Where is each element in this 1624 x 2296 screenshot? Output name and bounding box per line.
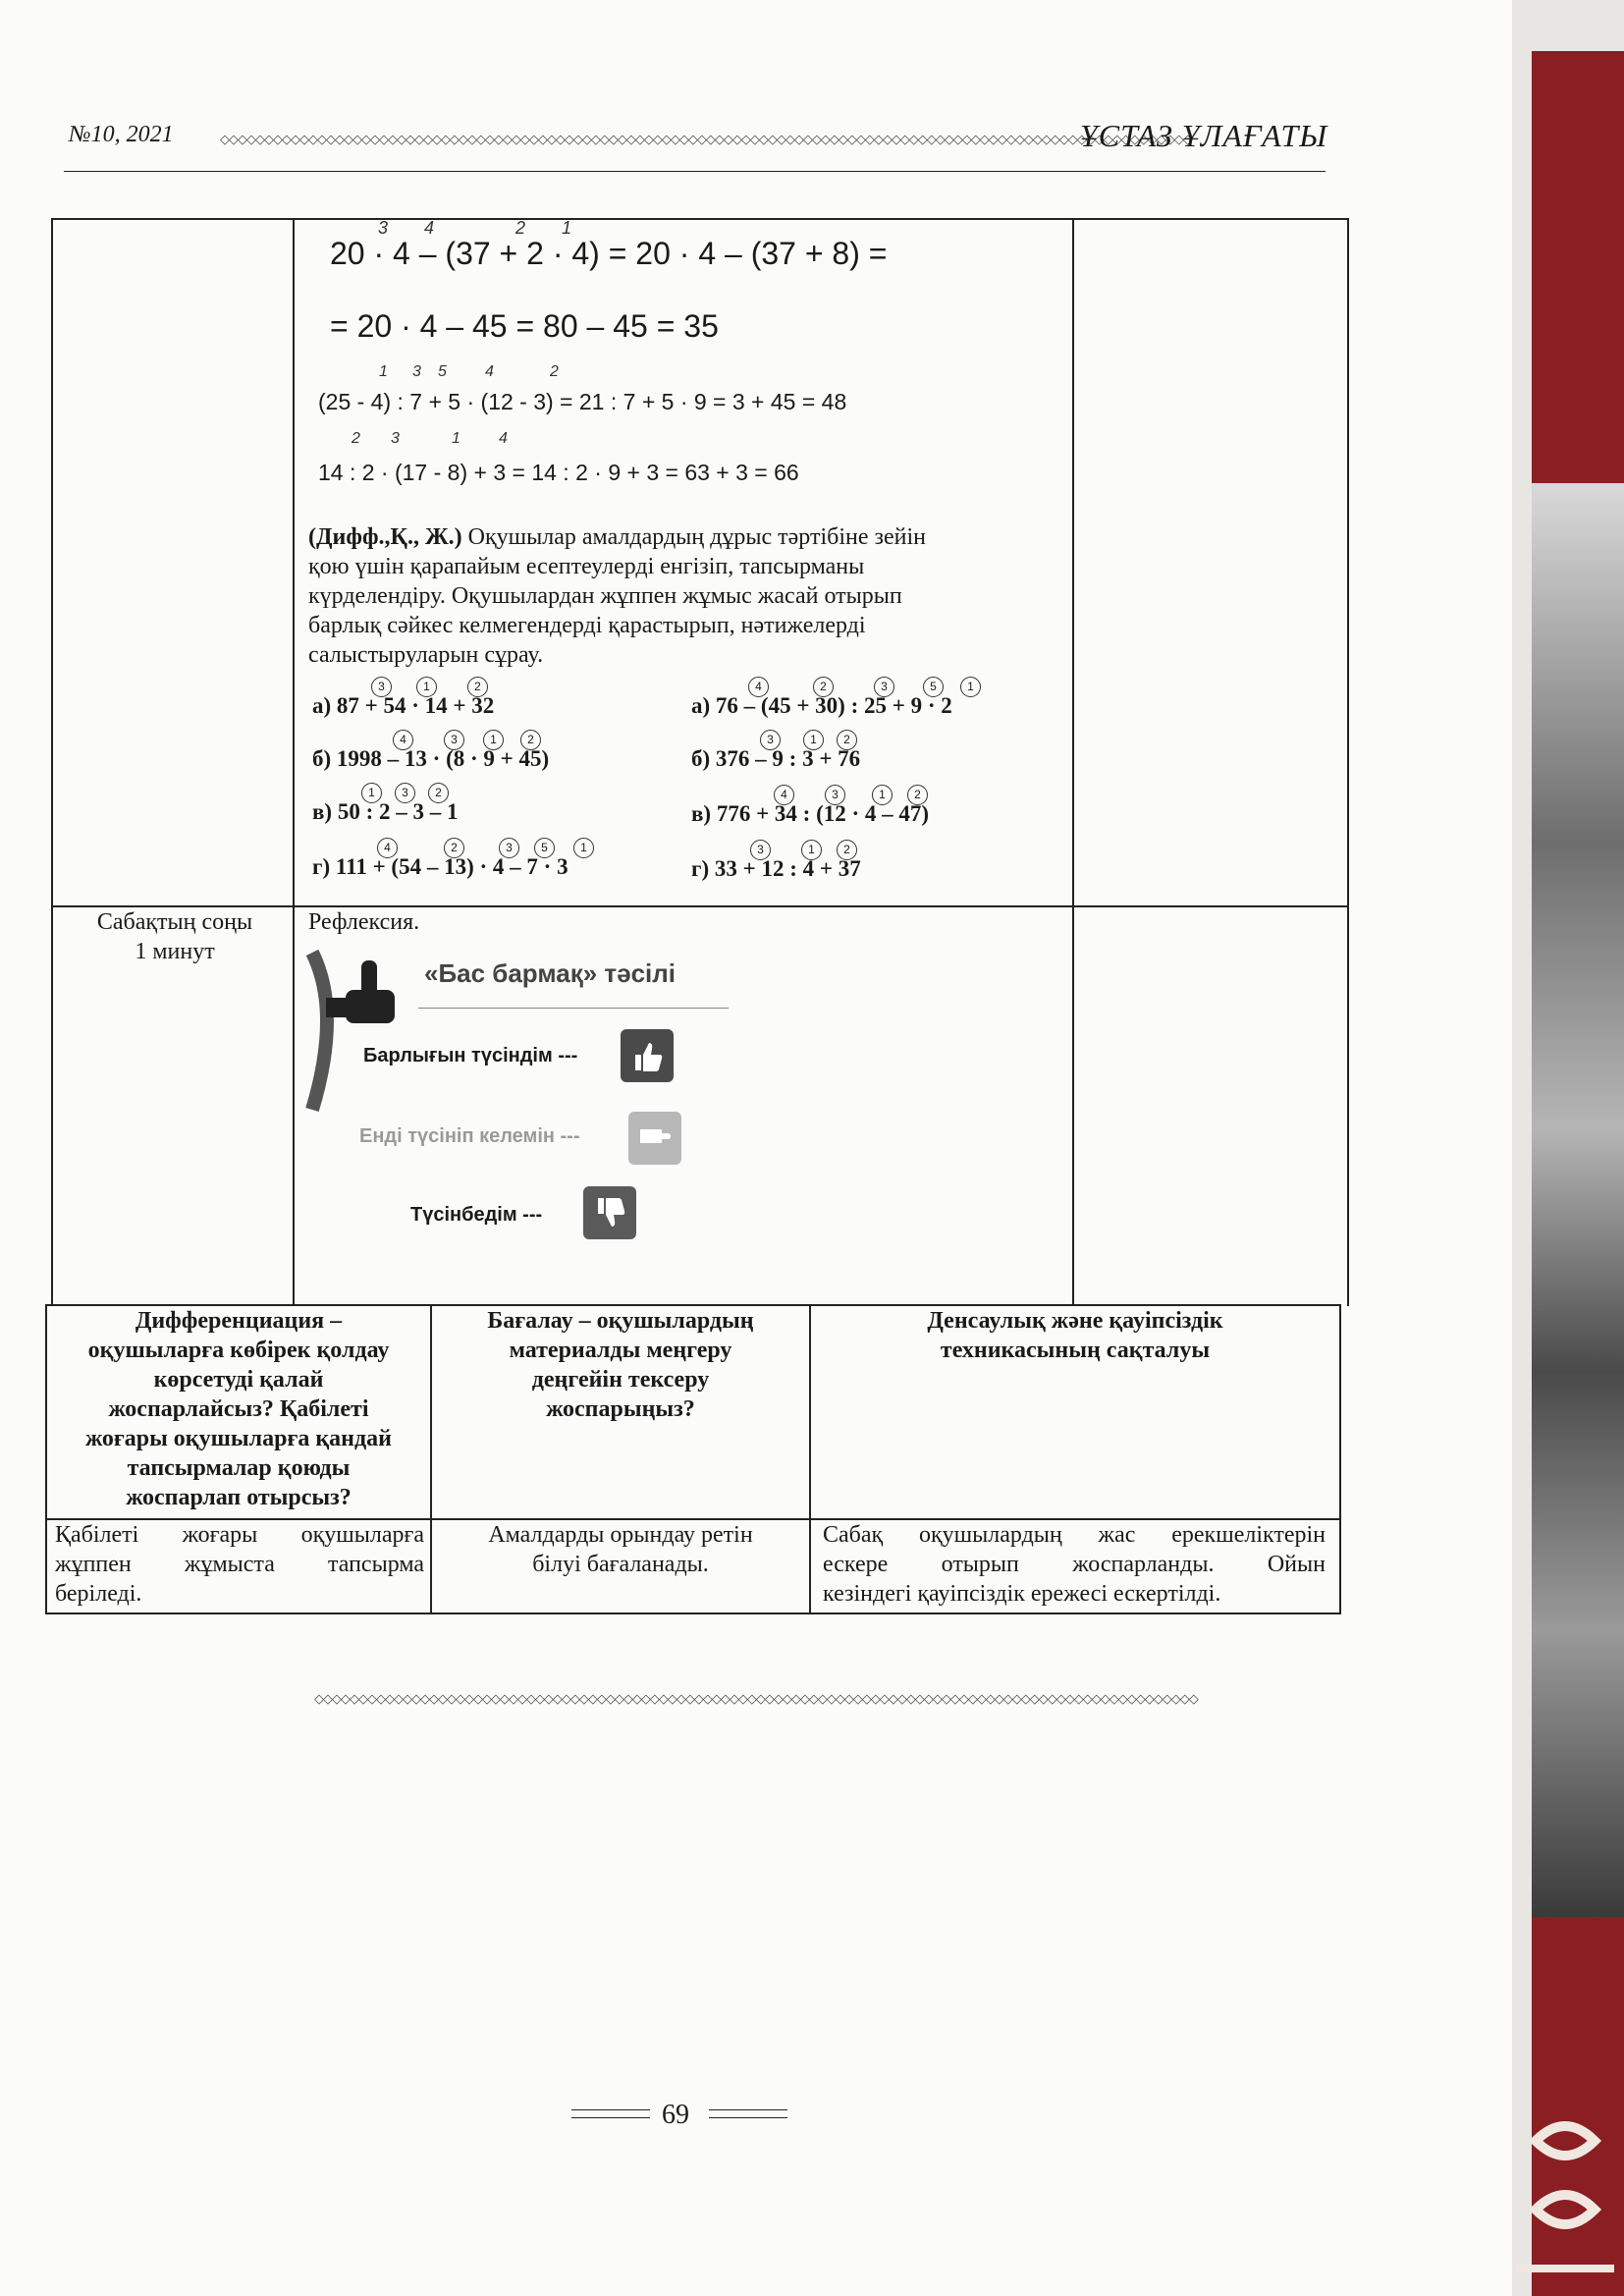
bottom-table-left — [45, 1304, 47, 1614]
task-item: в) 50 : 2 – 3 – 1 — [312, 799, 459, 824]
paragraph-line: күрделендіру. Оқушылардан жұппен жұмыс жасай отырып — [308, 583, 902, 609]
header-line: жоспарлап отырсыз? — [126, 1485, 352, 1510]
equation-line-1: 20 · 4 – (37 + 2 · 4) = 20 · 4 – (37 + 8) = — [330, 236, 888, 271]
equation-line-2: = 20 · 4 – 45 = 80 – 45 = 35 — [330, 308, 719, 344]
lesson-end-label — [59, 907, 291, 966]
order-circle: 4 — [377, 838, 398, 858]
task-item: б) 1998 – 13 · (8 · 9 + 45) — [312, 746, 550, 771]
thumbs-sideways-icon — [628, 1112, 681, 1165]
cell-line: білуі бағаланады. — [532, 1552, 709, 1577]
order-circle: 3 — [750, 840, 771, 860]
header-rule — [64, 171, 1326, 172]
issue-label: №10, 2021 — [69, 122, 174, 147]
order-circle: 1 — [801, 840, 822, 860]
order-circle: 5 — [923, 677, 944, 697]
task-item: в) 776 + 34 : (12 · 4 – 47) — [691, 801, 930, 826]
order-circle: 4 — [393, 730, 413, 750]
cell-health-safety — [823, 1520, 1326, 1609]
bottom-table-bottom — [45, 1613, 1341, 1614]
task-item: г) 111 + (54 – 13) · 4 – 7 · 3 — [312, 854, 568, 879]
bottom-table-right — [1339, 1304, 1341, 1614]
journal-title: ҰСТАЗ ҰЛАҒАТЫ — [1080, 118, 1328, 153]
bottom-table-div-1 — [430, 1304, 432, 1614]
order-circle: 1 — [573, 838, 594, 858]
order-mark: 2 — [550, 363, 559, 380]
order-circle: 3 — [760, 730, 781, 750]
header-line: жоспарыңыз? — [546, 1396, 695, 1422]
cell-line: беріледі. — [55, 1581, 142, 1607]
order-circle: 2 — [467, 677, 488, 697]
order-mark: 3 — [378, 218, 389, 238]
option-getting-there: Енді түсініп келемін --- — [359, 1125, 580, 1147]
order-circle: 2 — [520, 730, 541, 750]
header-line: деңгейін тексеру — [531, 1367, 710, 1393]
order-circle: 3 — [499, 838, 519, 858]
table-border-left — [51, 218, 53, 1306]
page-number-rule — [709, 2117, 787, 2118]
page-number-rule — [571, 2109, 650, 2110]
cell-differentiation — [55, 1520, 424, 1609]
equation-line-3: (25 - 4) : 7 + 5 · (12 - 3) = 21 : 7 + 5 · 9 = 3 + 45 = 48 — [318, 389, 847, 414]
header-line: техникасының сақталуы — [940, 1338, 1211, 1363]
table-divider-1 — [293, 218, 295, 1306]
paragraph-line: барлық сәйкес келмегендерді қарастырып, нәтижелерді — [308, 613, 866, 638]
header-line: жоғары оқушыларға қандай — [85, 1426, 392, 1451]
diff-lead: (Дифф.,Қ., Ж.) — [308, 524, 462, 550]
order-circle: 1 — [803, 730, 824, 750]
thumbs-up-icon — [621, 1029, 674, 1082]
differentiation-paragraph — [308, 522, 1055, 670]
order-circle: 4 — [748, 677, 769, 697]
order-circle: 3 — [371, 677, 392, 697]
order-circle: 3 — [874, 677, 894, 697]
paragraph-line: Оқушылар амалдардың дұрыс тәртібіне зейін — [461, 524, 926, 550]
header-line: Дифференциация – — [135, 1308, 343, 1334]
order-circle: 5 — [534, 838, 555, 858]
page-number-rule — [709, 2109, 787, 2110]
order-circle: 3 — [444, 730, 464, 750]
header-line: тапсырмалар қоюды — [127, 1455, 351, 1481]
order-circle: 3 — [395, 783, 415, 803]
task-item: б) 376 – 9 : 3 + 76 — [691, 746, 861, 771]
lesson-end-title: Сабақтың соңы — [96, 909, 253, 935]
lesson-end-duration: 1 минут — [135, 939, 215, 964]
fist-thumb-icon — [306, 943, 424, 1110]
footer-ornament: ◇◇◇◇◇◇◇◇◇◇◇◇◇◇◇◇◇◇◇◇◇◇◇◇◇◇◇◇◇◇◇◇◇◇◇◇◇◇◇◇◇◇◇◇◇◇◇◇◇◇◇◇◇◇◇◇◇◇◇◇◇◇◇◇◇◇◇◇◇◇◇◇◇◇◇◇◇◇◇◇◇◇◇◇◇◇◇◇◇◇◇◇◇◇◇◇◇◇◇◇ — [314, 1691, 1198, 1706]
header-line: көрсетуді қалай — [153, 1367, 324, 1393]
table-border-right — [1347, 218, 1349, 1306]
option-understood: Барлығын түсіндім --- — [363, 1045, 578, 1066]
order-mark: 2 — [515, 218, 526, 238]
table-border-top — [51, 218, 1349, 220]
order-mark: 3 — [391, 430, 400, 447]
order-circle: 2 — [907, 785, 928, 805]
bottom-table-div-2 — [809, 1304, 811, 1614]
cover-red-band — [1532, 51, 1624, 483]
order-circle: 3 — [825, 785, 845, 805]
order-circle: 2 — [837, 840, 857, 860]
option-not-understood: Түсінбедім --- — [410, 1204, 543, 1226]
order-mark: 5 — [438, 363, 447, 380]
header-assessment — [434, 1306, 807, 1424]
cover-photo-strip — [1532, 483, 1624, 1917]
order-circle: 1 — [361, 783, 382, 803]
equation-line-4: 14 : 2 · (17 - 8) + 3 = 14 : 2 · 9 + 3 = 63 + 3 = 66 — [318, 460, 799, 485]
order-mark: 4 — [424, 218, 435, 238]
header-differentiation — [49, 1306, 428, 1512]
technique-underline — [418, 1008, 729, 1009]
header-line: Бағалау – оқушылардың — [487, 1308, 754, 1334]
header-line: жоспарлайсыз? Қабілеті — [108, 1396, 369, 1422]
header-health-safety — [813, 1306, 1337, 1365]
header-line: оқушыларға көбірек қолдау — [87, 1338, 390, 1363]
order-circle: 4 — [774, 785, 794, 805]
task-item: г) 33 + 12 : 4 + 37 — [691, 856, 861, 881]
order-circle: 2 — [837, 730, 857, 750]
table-divider-2 — [1072, 218, 1074, 1306]
paragraph-line: салыстыруларын сұрау. — [308, 642, 544, 668]
order-mark: 3 — [412, 363, 421, 380]
order-circle: 2 — [813, 677, 834, 697]
order-circle: 1 — [416, 677, 437, 697]
order-circle: 1 — [483, 730, 504, 750]
ornament-icon — [1496, 2102, 1624, 2296]
order-circle: 1 — [960, 677, 981, 697]
reflection-label: Рефлексия. — [308, 909, 420, 935]
cell-assessment — [434, 1520, 807, 1579]
cell-line: кезіндегі қауіпсіздік ережесі ескертілді. — [823, 1581, 1221, 1607]
order-mark: 4 — [485, 363, 494, 380]
order-circle: 1 — [872, 785, 893, 805]
order-mark: 1 — [452, 430, 460, 447]
order-mark: 2 — [352, 430, 360, 447]
order-mark: 1 — [562, 218, 572, 238]
task-item: а) 87 + 54 · 14 + 32 — [312, 693, 495, 718]
header-ornament: ◇◇◇◇◇◇◇◇◇◇◇◇◇◇◇◇◇◇◇◇◇◇◇◇◇◇◇◇◇◇◇◇◇◇◇◇◇◇◇◇◇◇◇◇◇◇◇◇◇◇◇◇◇◇◇◇◇◇◇◇◇◇◇◇◇◇◇◇◇◇◇◇◇◇◇◇◇◇◇◇◇◇◇◇◇◇◇◇◇◇◇◇◇◇◇◇◇◇◇◇◇◇◇◇◇◇◇◇◇◇ — [220, 132, 1192, 146]
page-number: 69 — [662, 2100, 689, 2130]
header-line: Денсаулық және қауіпсіздік — [927, 1308, 1223, 1334]
order-mark: 4 — [499, 430, 508, 447]
cell-line: Сабақ оқушылардың жас ерекшеліктерін — [823, 1522, 1326, 1548]
cell-line: жұппен жұмыста тапсырма — [55, 1552, 424, 1577]
order-circle: 2 — [444, 838, 464, 858]
task-item: а) 76 – (45 + 30) : 25 + 9 · 2 — [691, 693, 952, 718]
cell-line: Қабілеті жоғары оқушыларға — [55, 1522, 424, 1548]
page-number-rule — [571, 2117, 650, 2118]
cell-line: Амалдарды орындау ретін — [488, 1522, 753, 1548]
technique-title: «Бас бармақ» тәсілі — [424, 958, 677, 988]
thumbs-down-icon — [583, 1186, 636, 1239]
paragraph-line: қою үшін қарапайым есептеулерді енгізіп, тапсырманы — [308, 554, 865, 579]
cell-line: ескере отырып жоспарланды. Ойын — [823, 1552, 1326, 1577]
header-line: материалды меңгеру — [509, 1338, 732, 1363]
order-mark: 1 — [379, 363, 388, 380]
order-circle: 2 — [428, 783, 449, 803]
